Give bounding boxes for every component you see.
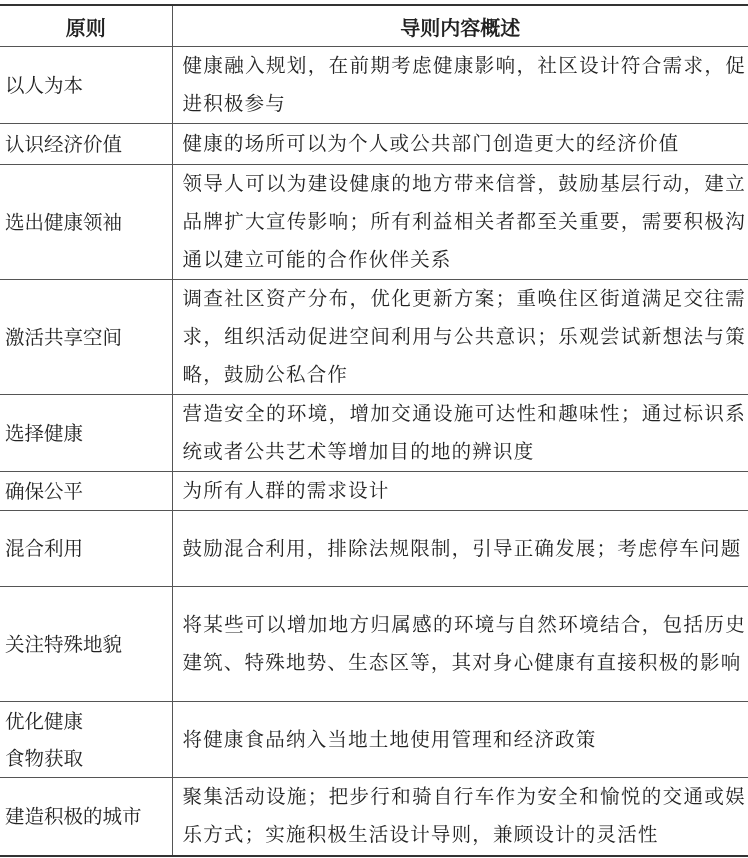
guideline-cell: 健康融入规划，在前期考虑健康影响，社区设计符合需求，促进积极参与 [172,47,748,124]
table-row [0,778,748,856]
table-row [0,395,748,472]
table-row [0,587,748,702]
principle-cell: 以人为本 [0,47,172,124]
guideline-cell: 营造安全的环境，增加交通设施可达性和趣味性；通过标识系统或者公共艺术等增加目的地的辨识度 [172,395,748,472]
principle-line: 优化健康 [5,709,84,733]
guideline-cell: 调查社区资产分布，优化更新方案；重唤住区街道满足交往需求，组织活动促进空间利用与公共意识；乐观尝试新想法与策略，鼓励公私合作 [172,280,748,395]
header-guideline: 导则内容概述 [172,5,748,47]
table-row [0,511,748,587]
guideline-cell: 聚集活动设施；把步行和骑自行车作为安全和愉悦的交通或娱乐方式；实施积极生活设计导则，兼顾设计的灵活性 [172,778,748,856]
guidelines-table-container [0,4,748,857]
table-header-row [0,5,748,47]
guideline-cell: 鼓励混合利用，排除法规限制，引导正确发展；考虑停车问题 [172,511,748,587]
principle-cell: 认识经济价值 [0,124,172,165]
principle-cell: 确保公平 [0,472,172,511]
table-row [0,165,748,280]
table-row [0,47,748,124]
principle-cell: 选择健康 [0,395,172,472]
principle-cell: 建造积极的城市 [0,778,172,856]
principle-cell: 关注特殊地貌 [0,587,172,702]
table-row [0,472,748,511]
principle-cell [0,702,172,778]
principle-cell: 选出健康领袖 [0,165,172,280]
guideline-cell: 健康的场所可以为个人或公共部门创造更大的经济价值 [172,124,748,165]
guidelines-table [0,4,748,857]
table-row [0,702,748,778]
header-principle: 原则 [0,5,172,47]
table-row [0,280,748,395]
guideline-cell: 将健康食品纳入当地土地使用管理和经济政策 [172,702,748,778]
table-row [0,124,748,165]
principle-line: 食物获取 [5,746,84,770]
principle-cell: 混合利用 [0,511,172,587]
guideline-cell: 将某些可以增加地方归属感的环境与自然环境结合，包括历史建筑、特殊地势、生态区等，其对身心健康有直接积极的影响 [172,587,748,702]
guideline-cell: 领导人可以为建设健康的地方带来信誉，鼓励基层行动，建立品牌扩大宣传影响；所有利益相关者都至关重要，需要积极沟通以建立可能的合作伙伴关系 [172,165,748,280]
guideline-cell: 为所有人群的需求设计 [172,472,748,511]
principle-cell: 激活共享空间 [0,280,172,395]
